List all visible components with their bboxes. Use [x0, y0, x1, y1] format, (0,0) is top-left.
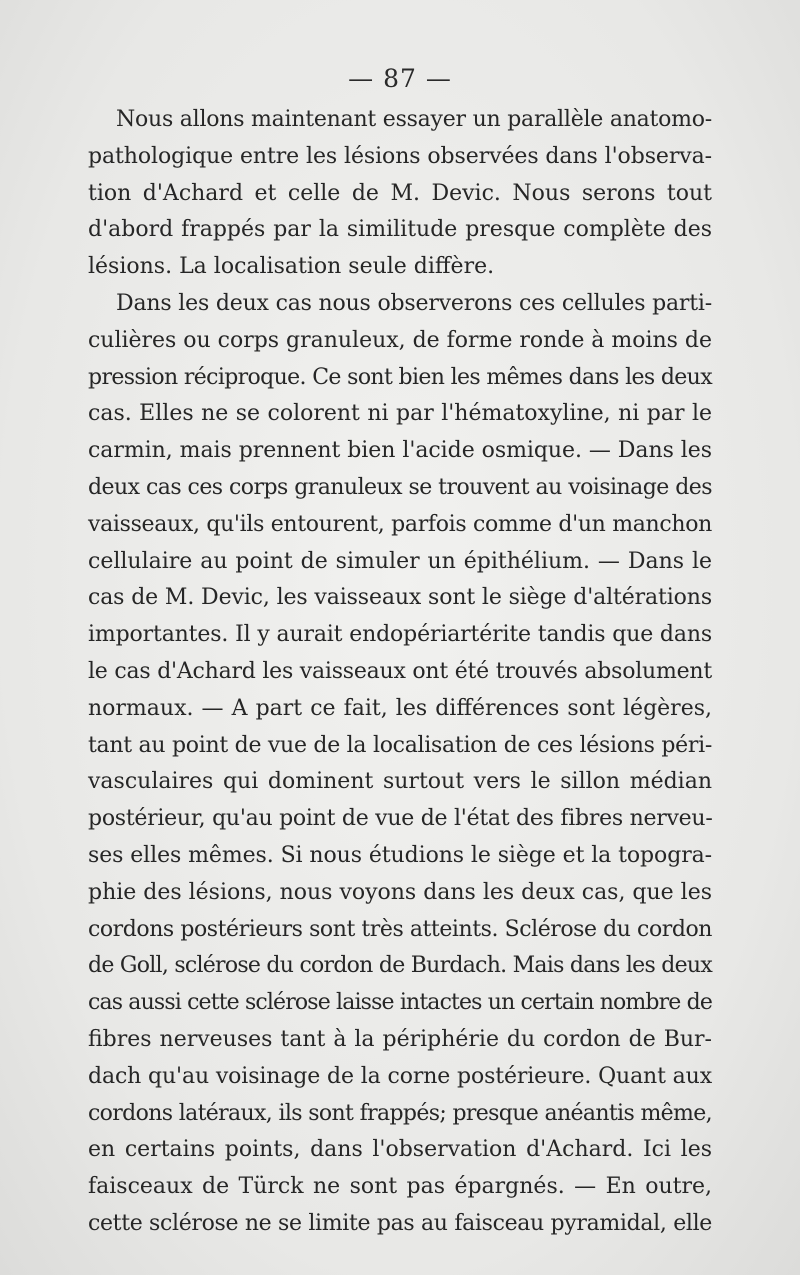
text-line: dach qu'au voisinage de la corne postérieure. Quant aux [88, 1063, 712, 1089]
text-line: pathologique entre les lésions observées dans l'observa- [88, 143, 712, 169]
text-line: lésions. La localisation seule diffère. [88, 254, 495, 280]
text-line: normaux. — A part ce fait, les différences sont légères, [88, 695, 712, 721]
text-line: importantes. Il y aurait endopériartérite tandis que dans [88, 622, 712, 648]
text-line: Dans les deux cas nous observerons ces cellules parti- [116, 290, 712, 316]
text-line: cordons postérieurs sont très atteints. Sclérose du cordon [88, 916, 712, 942]
text-line: tant au point de vue de la localisation de ces lésions péri- [88, 732, 713, 758]
text-line: faisceaux de Türck ne sont pas épargnés. — En outre, [88, 1174, 712, 1200]
text-line: deux cas ces corps granuleux se trouvent au voisinage des [88, 474, 712, 500]
text-line: postérieur, qu'au point de vue de l'état des fibres nerveu- [88, 806, 713, 832]
text-line: pression réciproque. Ce sont bien les mêmes dans les deux [88, 364, 712, 390]
text-line: ses elles mêmes. Si nous étudions le siège et la topogra- [88, 842, 712, 868]
text-line: de Goll, sclérose du cordon de Burdach. Mais dans les deux [88, 953, 712, 979]
text-line: cas aussi cette sclérose laisse intactes un certain nombre de [88, 990, 712, 1016]
text-line: le cas d'Achard les vaisseaux ont été trouvés absolument [88, 658, 712, 684]
text-line: carmin, mais prennent bien l'acide osmique. — Dans les [88, 438, 712, 464]
text-line: vasculaires qui dominent surtout vers le sillon médian [88, 769, 712, 795]
text-line: culières ou corps granuleux, de forme ronde à moins de [88, 327, 712, 353]
body-text [88, 102, 712, 1243]
text-line: cellulaire au point de simuler un épithélium. — Dans le [88, 548, 712, 574]
text-line: vaisseaux, qu'ils entourent, parfois comme d'un manchon [88, 511, 712, 537]
text-line: d'abord frappés par la similitude presque complète des [88, 217, 712, 243]
text-line: cas de M. Devic, les vaisseaux sont le siège d'altérations [88, 585, 712, 611]
page-number: — 87 — [348, 64, 452, 93]
text-line: fibres nerveuses tant à la périphérie du cordon de Bur- [88, 1026, 712, 1052]
text-line: cordons latéraux, ils sont frappés; presque anéantis même, [88, 1100, 712, 1126]
text-line: cette sclérose ne se limite pas au faisceau pyramidal, elle [88, 1210, 712, 1236]
text-line: tion d'Achard et celle de M. Devic. Nous serons tout [88, 180, 712, 206]
text-line: phie des lésions, nous voyons dans les deux cas, que les [88, 879, 712, 905]
text-line: Nous allons maintenant essayer un parallèle anatomo- [116, 107, 712, 132]
text-line: en certains points, dans l'observation d'Achard. Ici les [88, 1137, 712, 1163]
text-line: cas. Elles ne se colorent ni par l'hématoxyline, ni par le [88, 401, 712, 427]
